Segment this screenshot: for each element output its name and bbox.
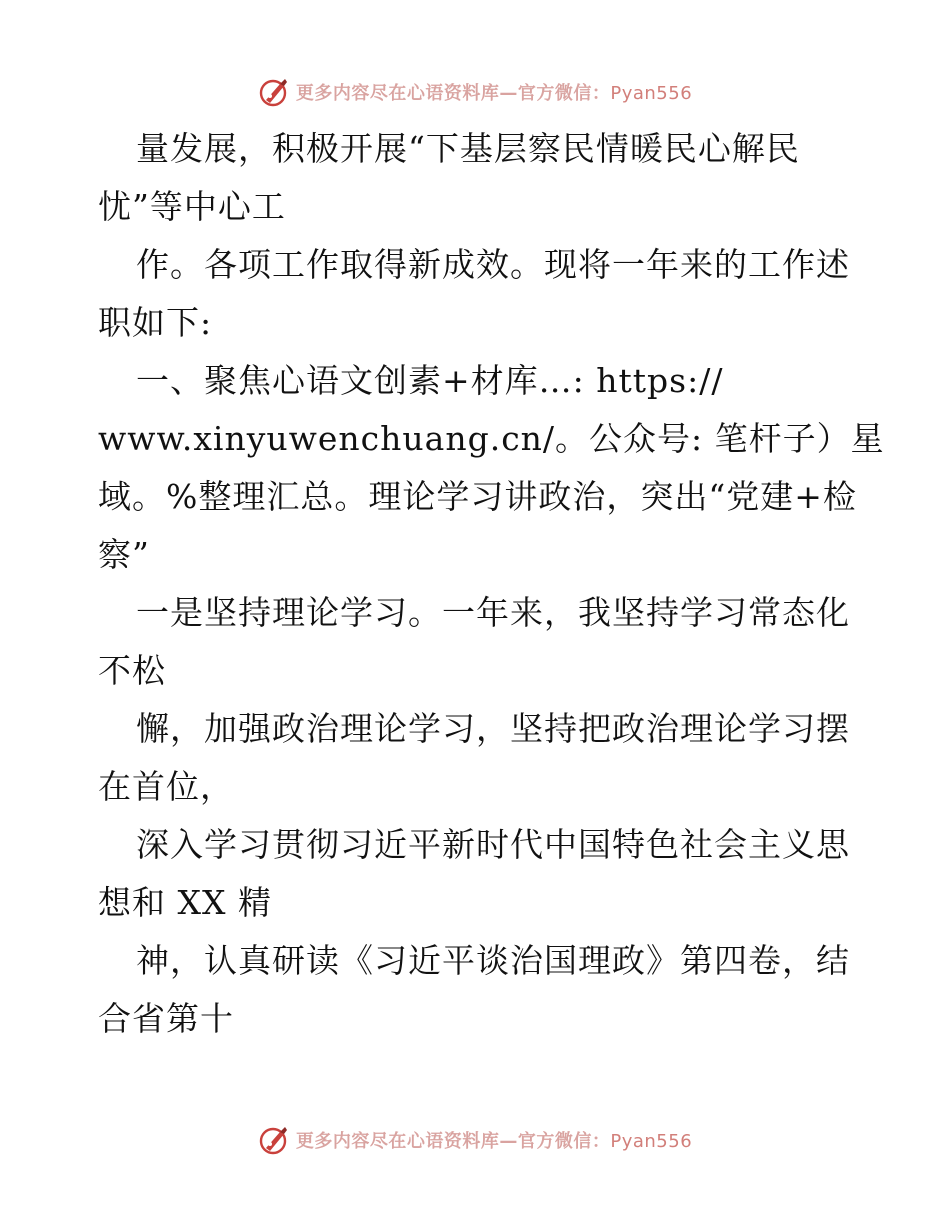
body-text-line: 作。各项工作取得新成效。现将一年来的工作述: [136, 245, 850, 284]
body-text-line: 想和 XX 精: [98, 883, 272, 922]
body-text-line: 神，认真研读《习近平谈治国理政》第四卷，结: [136, 941, 850, 980]
document-body: [98, 120, 885, 1048]
header-banner-text: [296, 79, 692, 105]
footer-banner-account: Pyan556: [610, 1131, 693, 1152]
body-text-line: 忧”等中心工: [98, 187, 286, 226]
body-text-line: 不松: [98, 651, 166, 690]
body-text-line: 量发展，积极开展“下基层察民情暖民心解民: [136, 129, 800, 168]
body-text-line: 合省第十: [98, 999, 234, 1038]
footer-banner: [0, 1120, 950, 1160]
body-text-line: 职如下:: [98, 303, 213, 342]
body-text-line: 一、聚焦心语文创素+材库…: https://: [136, 361, 724, 400]
footer-banner-label: 更多内容尽在心语资料库—官方微信：: [295, 1131, 611, 1152]
body-text-line: 懈，加强政治理论学习，坚持把政治理论学习摆: [136, 709, 850, 748]
header-banner: [0, 72, 950, 112]
body-text-line: 域。%整理汇总。理论学习讲政治，突出“党建+检: [98, 477, 857, 516]
body-text-line: 在首位，: [98, 767, 234, 806]
pen-logo-icon: [258, 1124, 290, 1156]
header-banner-label: 更多内容尽在心语资料库—官方微信：: [295, 83, 611, 104]
body-text-line: 察”: [98, 535, 150, 574]
body-text-line: www.xinyuwenchuang.cn/。公众号: 笔杆子）星: [98, 419, 885, 458]
body-text-line: 深入学习贯彻习近平新时代中国特色社会主义思: [136, 825, 850, 864]
body-text-line: 一是坚持理论学习。一年来，我坚持学习常态化: [136, 593, 850, 632]
header-banner-account: Pyan556: [610, 83, 693, 104]
pen-logo-icon: [258, 76, 290, 108]
footer-banner-text: [296, 1127, 692, 1153]
